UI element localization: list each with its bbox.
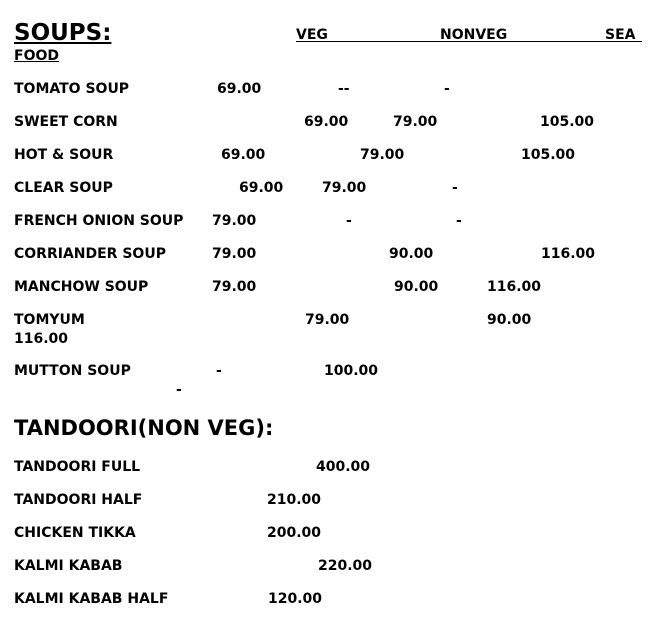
tandoori-row-price: 200.00: [267, 525, 322, 541]
column-header-sea: SEA: [605, 27, 636, 43]
soup-row-veg-price: 79.00: [305, 312, 350, 328]
soup-row-veg-price: 69.00: [217, 81, 262, 97]
soup-row-name: MANCHOW SOUP: [14, 279, 149, 295]
soup-row-veg-price: 69.00: [304, 114, 349, 130]
soup-row-nonveg-price: 90.00: [394, 279, 439, 295]
soup-row-seafood-price: -: [456, 213, 462, 229]
tandoori-row-name: TANDOORI HALF: [14, 492, 143, 508]
soup-row-nonveg-price: --: [338, 81, 350, 97]
soup-row-name: CORRIANDER SOUP: [14, 246, 166, 262]
soup-row-seafood-price: 105.00: [521, 147, 576, 163]
soup-row-name: MUTTON SOUP: [14, 363, 131, 379]
tandoori-row-name: KALMI KABAB: [14, 558, 123, 574]
soup-row-seafood-price: 116.00: [14, 331, 69, 347]
tandoori-row-name: KALMI KABAB HALF: [14, 591, 169, 607]
soup-row-name: FRENCH ONION SOUP: [14, 213, 184, 229]
tandoori-row-price: 210.00: [267, 492, 322, 508]
soups-heading: SOUPS:: [14, 20, 112, 46]
soup-row-nonveg-price: 100.00: [324, 363, 379, 379]
soup-row-veg-price: 69.00: [239, 180, 284, 196]
soup-row-name: SWEET CORN: [14, 114, 118, 130]
soup-row-nonveg-price: -: [346, 213, 352, 229]
soup-row-name: CLEAR SOUP: [14, 180, 113, 196]
tandoori-heading: TANDOORI(NON VEG):: [14, 416, 274, 440]
soup-row-nonveg-price: 90.00: [389, 246, 434, 262]
soup-row-name: TOMYUM: [14, 312, 85, 328]
soup-row-seafood-price: -: [452, 180, 458, 196]
soup-row-veg-price: -: [216, 363, 222, 379]
tandoori-row-name: CHICKEN TIKKA: [14, 525, 136, 541]
soup-row-veg-price: 79.00: [212, 213, 257, 229]
soup-row-seafood-price: -: [444, 81, 450, 97]
soup-row-nonveg-price: 79.00: [393, 114, 438, 130]
column-header-veg: VEG: [296, 27, 328, 43]
soup-row-nonveg-price: 79.00: [360, 147, 405, 163]
tandoori-row-price: 220.00: [318, 558, 373, 574]
soup-row-veg-price: 79.00: [212, 246, 257, 262]
soup-row-veg-price: 69.00: [221, 147, 266, 163]
tandoori-row-name: TANDOORI FULL: [14, 459, 141, 475]
tandoori-row-price: 120.00: [268, 591, 323, 607]
tandoori-row-price: 400.00: [316, 459, 371, 475]
column-header-nonveg: NONVEG: [440, 27, 508, 43]
soup-row-seafood-price: 116.00: [487, 279, 542, 295]
soup-row-seafood-price: 116.00: [541, 246, 596, 262]
soup-row-nonveg-price: 79.00: [322, 180, 367, 196]
column-header-food: FOOD: [14, 48, 59, 64]
soup-row-name: HOT & SOUR: [14, 147, 114, 163]
soup-row-veg-price: 79.00: [212, 279, 257, 295]
soup-row-seafood-price: 105.00: [540, 114, 595, 130]
soup-row-seafood-price: -: [176, 382, 182, 398]
soup-row-name: TOMATO SOUP: [14, 81, 130, 97]
soup-row-nonveg-price: 90.00: [487, 312, 532, 328]
